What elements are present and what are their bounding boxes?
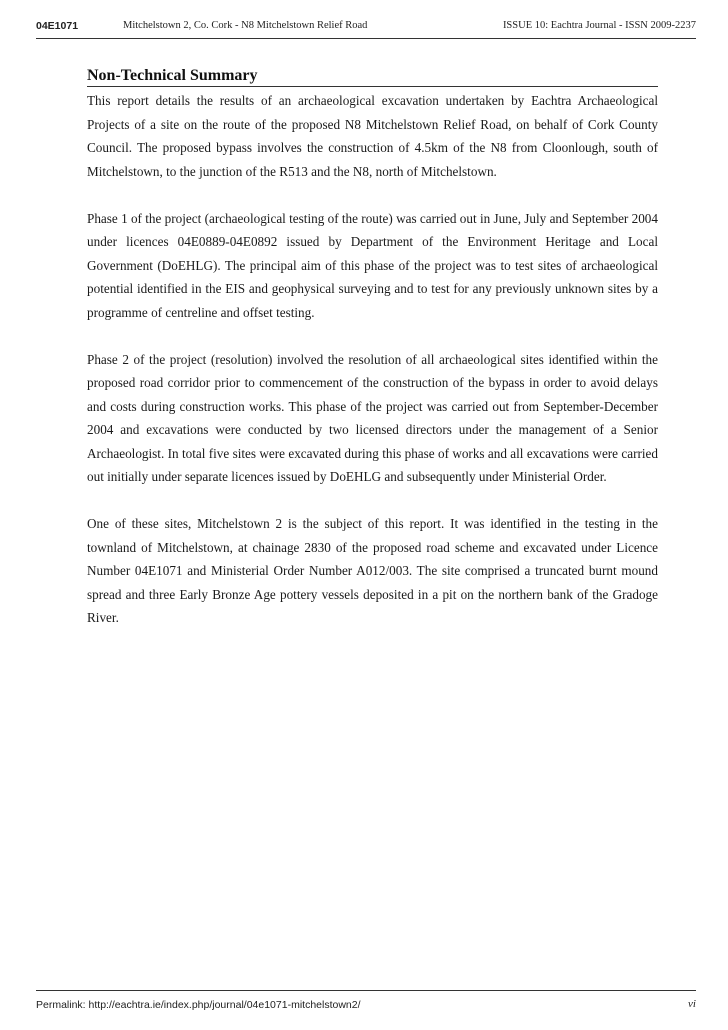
paragraph-4: One of these sites, Mitchelstown 2 is the subject of this report. It was identified in the testing in the townland of Mitchelstown, at chainage 2830 of the proposed road scheme and excavated under Licence Number 04E1071 and Ministerial Order Number A012/003. The site comprised a truncated burnt mound spread and three Early Bronze Age pottery vessels deposited in a pit on the northern bank of the Gradoge River. bbox=[87, 516, 658, 625]
licence-code: 04E1071 bbox=[36, 20, 79, 32]
paragraph-1: This report details the results of an archaeological excavation undertaken by Eachtra Archaeological Projects of a site on the route of the proposed N8 Mitchelstown Relief Road, on behalf of Cork County Council. The proposed bypass involves the construction of 4.5km of the N8 from Cloonlough, south of Mitchelstown, to the junction of the R513 and the N8, north of Mitchelstown. bbox=[87, 93, 658, 179]
main-content bbox=[87, 66, 658, 653]
paragraph-3: Phase 2 of the project (resolution) involved the resolution of all archaeological sites identified within the proposed road corridor prior to commencement of the construction of the bypass in order to avoid delays and costs during construction works. This phase of the project was carried out from September-December 2004 and excavations were conducted by two licensed directors under the management of a Senior Archaeologist. In total five sites were excavated during this phase of works and all excavations were carried out initially under separate licences issued by DoEHLG and subsequently under Ministerial Order. bbox=[87, 351, 658, 484]
journal-issue: ISSUE 10: Eachtra Journal - ISSN 2009-2237 bbox=[502, 20, 696, 31]
header-rule bbox=[36, 38, 696, 39]
footer-rule bbox=[36, 990, 696, 991]
site-title: Mitchelstown 2, Co. Cork - N8 Mitchelstown Relief Road bbox=[123, 20, 368, 31]
paragraph-2: Phase 1 of the project (archaeological testing of the route) was carried out in June, July and September 2004 under licences 04E0889-04E0892 issued by Department of the Environment Heritage and Local Government (DoEHLG). The principal aim of this phase of the project was to test sites of archaeological potential identified in the EIS and geophysical surveying and to test for any previously unknown sites by a programme of centreline and offset testing. bbox=[87, 210, 658, 320]
running-header bbox=[36, 16, 696, 38]
section-heading: Non-Technical Summary bbox=[87, 66, 658, 87]
permalink-link[interactable]: Permalink: http://eachtra.ie/index.php/journal/04e1071-mitchelstown2/ bbox=[36, 999, 361, 1011]
page-footer bbox=[36, 990, 696, 1020]
page-number: vi bbox=[688, 998, 696, 1010]
